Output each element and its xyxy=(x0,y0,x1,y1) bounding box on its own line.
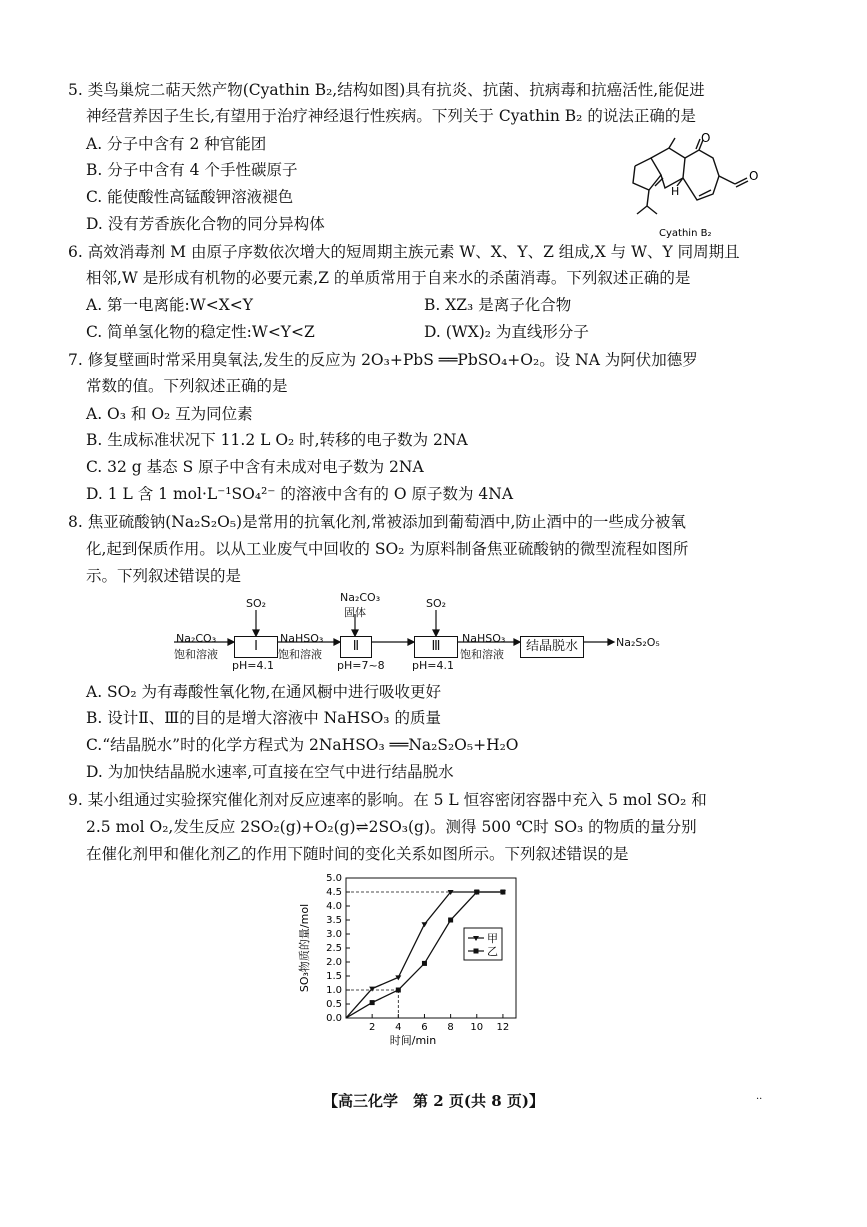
y-tick-label: 4.0 xyxy=(326,901,342,912)
flow-step-box-4: 结晶脱水 xyxy=(520,636,584,658)
legend-label-1: 乙 xyxy=(487,945,498,958)
q6-stem-line2: 相邻,W 是形成有机物的必要元素,Z 的单质常用于自来水的杀菌消毒。下列叙述正确的是 xyxy=(86,269,691,287)
q9-stem-line2: 2.5 mol O₂,发生反应 2SO₂(g)+O₂(g)⇌2SO₃(g)。测得 500 ℃时 SO₃ 的物质的量分别 xyxy=(86,818,697,836)
x-tick-label: 12 xyxy=(496,1022,510,1033)
q5-option-d: D. 没有芳香族化合物的同分异构体 xyxy=(86,215,325,233)
q5-option-c: C. 能使酸性高锰酸钾溶液褪色 xyxy=(86,188,294,206)
y-tick-label: 1.5 xyxy=(326,971,342,982)
y-tick-label: 5.0 xyxy=(326,873,342,884)
cyathin-structure-figure xyxy=(615,128,775,243)
data-point-0 xyxy=(421,922,427,927)
flow-mid-1a: NaHSO₃ xyxy=(280,632,324,645)
q7-option-b: B. 生成标准状况下 11.2 L O₂ 时,转移的电子数为 2NA xyxy=(86,431,468,449)
q8-stem-line1: 8. 焦亚硫酸钠(Na₂S₂O₅)是常用的抗氧化剂,常被添加到葡萄酒中,防止酒中的一些成分被氧 xyxy=(68,513,686,531)
data-point-1 xyxy=(448,918,453,923)
data-point-1 xyxy=(396,988,401,993)
x-tick-label: 10 xyxy=(470,1022,484,1033)
corner-mark: ·· xyxy=(756,1094,763,1105)
page-footer: 【高三化学 第 2 页(共 8 页)】 xyxy=(323,1092,544,1110)
q7-option-d: D. 1 L 含 1 mol·L⁻¹SO₄²⁻ 的溶液中含有的 O 原子数为 4NA xyxy=(86,485,514,503)
q8-option-d: D. 为加快结晶脱水速率,可直接在空气中进行结晶脱水 xyxy=(86,763,454,781)
aldehyde-oxygen-label: O xyxy=(749,169,759,183)
q9-stem-line3: 在催化剂甲和催化剂乙的作用下随时间的变化关系如图所示。下列叙述错误的是 xyxy=(86,845,629,863)
y-tick-label: 2.5 xyxy=(326,943,342,954)
q7-option-a: A. O₃ 和 O₂ 互为同位素 xyxy=(86,405,253,423)
flow-solid-label: 固体 xyxy=(344,606,366,619)
y-tick-label: 4.5 xyxy=(326,887,342,898)
flow-mid-2a: NaHSO₃ xyxy=(462,632,506,645)
so3-time-chart xyxy=(296,868,536,1058)
flow-ph-1: pH=4.1 xyxy=(232,659,274,672)
q9-stem-line1: 9. 某小组通过实验探究催化剂对反应速率的影响。在 5 L 恒容密闭容器中充入 5 mol SO₂ 和 xyxy=(68,791,707,809)
hydrogen-label: H xyxy=(671,185,680,198)
q5-option-a: A. 分子中含有 2 种官能团 xyxy=(86,135,267,153)
x-tick-label: 2 xyxy=(368,1022,376,1033)
flow-so2-input-1: SO₂ xyxy=(246,597,267,610)
q6-stem-line1: 6. 高效消毒剂 M 由原子序数依次增大的短周期主族元素 W、X、Y、Z 组成,X 与 W、Y 同周期且 xyxy=(68,243,740,261)
q8-option-b: B. 设计Ⅱ、Ⅲ的目的是增大溶液中 NaHSO₃ 的质量 xyxy=(86,709,441,727)
flow-step-box-3: Ⅲ xyxy=(414,636,458,658)
flow-start-solution: 饱和溶液 xyxy=(174,648,218,661)
q7-stem-line2: 常数的值。下列叙述正确的是 xyxy=(86,377,288,395)
flow-so2-input-2: SO₂ xyxy=(426,597,447,610)
q8-option-c: C.“结晶脱水”时的化学方程式为 2NaHSO₃ ══Na₂S₂O₅+H₂O xyxy=(86,736,519,754)
legend-label-0: 甲 xyxy=(487,932,498,945)
q7-stem-line1: 7. 修复壁画时常采用臭氧法,发生的反应为 2O₃+PbS ══PbSO₄+O₂。设 NA 为阿伏加德罗 xyxy=(68,351,698,369)
flow-ph-2: pH=7~8 xyxy=(337,659,385,672)
structure-caption: Cyathin B₂ xyxy=(659,228,712,239)
data-point-1 xyxy=(422,961,427,966)
legend-marker-1 xyxy=(474,949,479,954)
q8-stem-line3: 示。下列叙述错误的是 xyxy=(86,567,242,585)
ketone-oxygen-label: O xyxy=(701,131,711,145)
flow-start-reagent: Na₂CO₃ xyxy=(176,632,217,645)
x-tick-label: 6 xyxy=(421,1022,428,1033)
flow-na2co3-top: Na₂CO₃ xyxy=(340,591,381,604)
y-tick-label: 3.5 xyxy=(326,915,342,926)
q5-stem-line2: 神经营养因子生长,有望用于治疗神经退行性疾病。下列关于 Cyathin B₂ 的说法正确的是 xyxy=(86,107,696,125)
q6-option-d: D. (WX)₂ 为直线形分子 xyxy=(424,323,589,341)
flow-ph-3: pH=4.1 xyxy=(412,659,454,672)
q5-option-b: B. 分子中含有 4 个手性碳原子 xyxy=(86,161,298,179)
q8-stem-line2: 化,起到保质作用。以从工业废气中回收的 SO₂ 为原料制备焦亚硫酸钠的微型流程如图所 xyxy=(86,540,689,558)
q6-option-c: C. 简单氢化物的稳定性:W<Y<Z xyxy=(86,323,315,341)
x-tick-label: 4 xyxy=(395,1022,402,1033)
data-point-1 xyxy=(370,1000,375,1005)
y-axis-label: SO₃物质的量/mol xyxy=(298,903,311,993)
flow-arrows xyxy=(0,580,867,690)
flow-mid-1b: 饱和溶液 xyxy=(278,648,322,661)
q7-option-c: C. 32 g 基态 S 原子中含有未成对电子数为 2NA xyxy=(86,458,424,476)
y-tick-label: 0.5 xyxy=(326,999,342,1010)
y-tick-label: 2.0 xyxy=(326,957,342,968)
flow-mid-2b: 饱和溶液 xyxy=(460,648,504,661)
data-point-1 xyxy=(500,890,505,895)
y-tick-label: 3.0 xyxy=(326,929,342,940)
q6-option-a: A. 第一电离能:W<X<Y xyxy=(86,296,253,314)
x-tick-label: 8 xyxy=(447,1022,454,1033)
q8-option-a: A. SO₂ 为有毒酸性氧化物,在通风橱中进行吸收更好 xyxy=(86,683,441,701)
flow-product: Na₂S₂O₅ xyxy=(616,636,660,649)
flow-step-box-1: Ⅰ xyxy=(234,636,278,658)
y-tick-label: 1.0 xyxy=(326,985,342,996)
y-tick-label: 0.0 xyxy=(326,1013,342,1024)
q6-option-b: B. XZ₃ 是离子化合物 xyxy=(424,296,572,314)
flow-step-box-2: Ⅱ xyxy=(340,636,372,658)
data-point-1 xyxy=(474,890,479,895)
q5-stem-line1: 5. 类鸟巢烷二萜天然产物(Cyathin B₂,结构如图)具有抗炎、抗菌、抗病毒和抗癌活性,能促进 xyxy=(68,81,705,99)
x-axis-label: 时间/min xyxy=(389,1034,437,1047)
